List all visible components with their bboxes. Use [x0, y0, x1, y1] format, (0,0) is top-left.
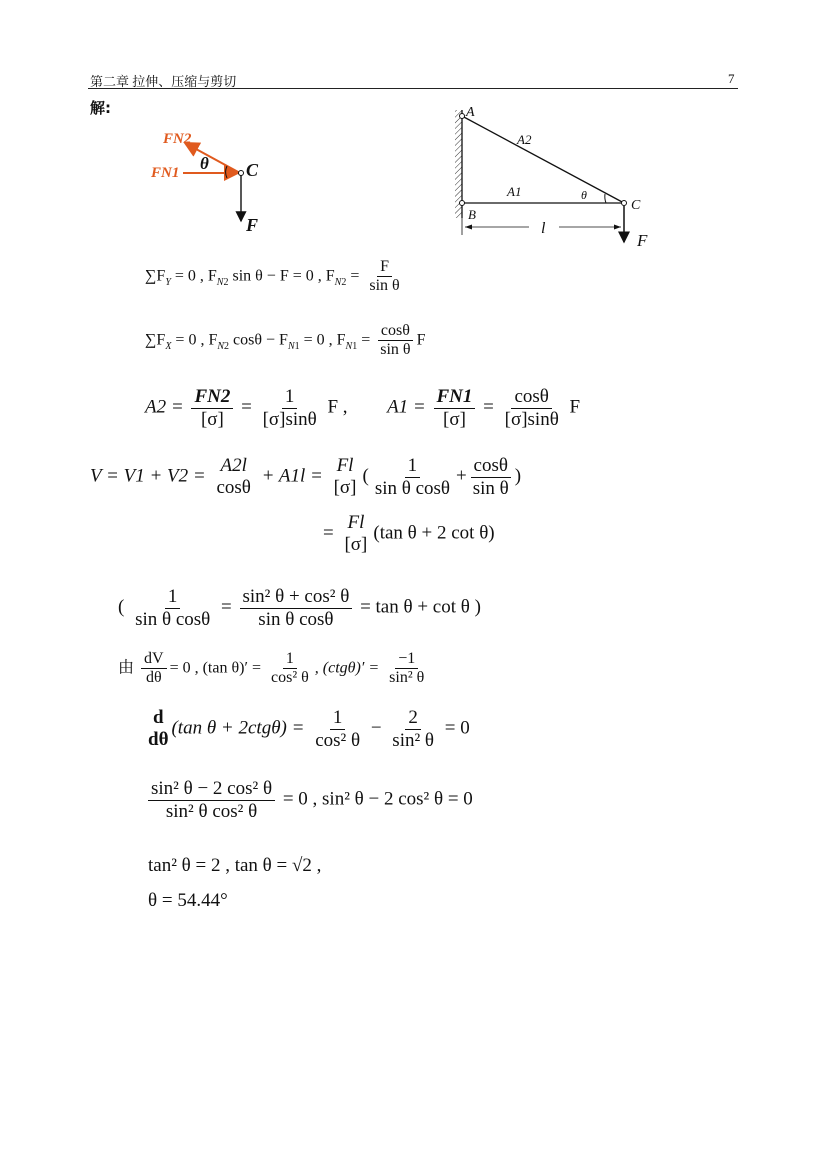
eq3-num2: 1 — [282, 386, 298, 409]
eq4-frac1 — [213, 455, 253, 499]
eq6-frac1 — [132, 586, 213, 631]
equation-3 — [145, 386, 580, 431]
eq7-frac2 — [268, 650, 312, 688]
joint-b — [460, 201, 465, 206]
eq9-frac — [148, 778, 275, 823]
eq5-tail: (tan θ + 2 cot θ) — [373, 522, 495, 544]
eq2-num: cosθ — [378, 322, 413, 341]
eq7-num1: dV — [141, 650, 167, 669]
eq4-num1: A2l — [220, 455, 247, 477]
eq6-den2: sin θ cosθ — [258, 608, 334, 630]
eq3-num4: cosθ — [511, 386, 551, 409]
point-c-label: C — [246, 160, 259, 180]
eq7-num3: −1 — [395, 650, 418, 669]
eq2-part2: cosθ − F — [229, 331, 288, 349]
theta-label: θ — [581, 188, 587, 202]
eq4-den1: cosθ — [216, 477, 251, 499]
eq6-frac2 — [240, 586, 353, 631]
equation-11: θ = 54.44° — [148, 890, 228, 911]
eq8-den2: cos² θ — [315, 729, 361, 751]
force-f-label: F — [246, 215, 259, 235]
eq2-fraction — [377, 322, 413, 360]
bar-a1-label: A1 — [507, 184, 522, 199]
eq5-lead: = — [323, 522, 334, 544]
eq4-num2: Fl — [336, 455, 354, 477]
equation-8 — [145, 707, 470, 752]
eq8-mid: (tan θ + 2ctgθ) = — [171, 717, 305, 739]
equation-9 — [145, 778, 473, 823]
eq7-den2: cos² θ — [271, 669, 309, 687]
dim-arrow-left — [465, 225, 472, 230]
theta-label: θ — [200, 154, 209, 173]
eq4-lead: V = V1 + V2 = — [90, 465, 206, 487]
eq1-part: = 0 , F — [170, 267, 217, 285]
eq7-mid2: , (ctgθ)′ = — [314, 659, 380, 677]
equation-10: tan² θ = 2 , tan θ = √2 , — [148, 855, 322, 876]
eq2-tail: F — [416, 331, 426, 349]
eq4-frac4 — [470, 455, 512, 500]
eq7-frac3 — [386, 650, 427, 688]
chapter-title: 第二章 拉伸、压缩与剪切 — [90, 74, 237, 89]
eq9-tail: = 0 , sin² θ − 2 cos² θ = 0 — [282, 788, 473, 810]
eq8-num1: d — [152, 707, 164, 729]
eq6-eq: = — [221, 596, 232, 618]
eq3-num3: FN1 — [434, 386, 476, 409]
eq7-you: 由 — [118, 659, 135, 677]
eq3-eq: = — [241, 396, 252, 418]
eq3-frac1 — [191, 386, 233, 431]
equation-4 — [90, 455, 521, 500]
eq4-mid: + A1l = — [261, 465, 323, 487]
eq4-den2: [σ] — [333, 477, 357, 499]
eq6-tail: = tan θ + cot θ ) — [360, 596, 481, 618]
fn2-label: FN2 — [163, 131, 192, 147]
eq1-num: F — [377, 258, 392, 277]
bar-a2 — [462, 116, 624, 203]
eq1-den: sin θ — [369, 277, 400, 295]
eq3-f2: F — [569, 396, 581, 418]
eq9-den: sin² θ cos² θ — [165, 800, 258, 822]
eq3-den1: [σ] — [200, 408, 224, 430]
truss-diagram — [455, 100, 655, 250]
fn2-arrow — [185, 143, 240, 173]
eq3-den4: [σ]sinθ — [504, 408, 559, 430]
eq7-num2: 1 — [283, 650, 297, 669]
eq3-frac2 — [260, 386, 320, 431]
header-rule — [88, 88, 738, 89]
free-body-diagram — [145, 118, 285, 238]
page-number: 7 — [728, 71, 735, 86]
eq8-frac2 — [312, 707, 363, 752]
eq9-num: sin² θ − 2 cos² θ — [148, 778, 275, 801]
eq3-a1: A1 = — [387, 396, 426, 418]
bar-a2-label: A2 — [517, 132, 532, 147]
force-f-label: F — [637, 231, 648, 250]
equation-5 — [323, 512, 495, 556]
eq8-frac1 — [148, 707, 168, 751]
eq5-num: Fl — [347, 512, 365, 533]
eq4-num3: 1 — [405, 455, 421, 478]
eq1-part2: sin θ − F = 0 , F — [228, 267, 335, 285]
equation-2: $\sum F_X = 0$ , $F_{N2}$ $\cos\theta - F_{N1} = 0$ , $F_{N1}$ = $\frac{\cos\theta}{\text{sin θ}}$ F — [145, 322, 426, 359]
equation-7 — [118, 650, 430, 688]
eq7-frac1 — [141, 650, 167, 688]
eq3-den3: [σ] — [443, 408, 466, 430]
eq6-open: ( — [118, 596, 125, 618]
solution-label: 解: — [90, 99, 111, 117]
eq3-a2: A2 = — [145, 396, 184, 418]
eq6-num1: 1 — [165, 586, 181, 609]
point-b-label: B — [468, 207, 476, 222]
eq3-num1: FN2 — [191, 386, 233, 409]
joint-c — [239, 171, 244, 176]
eq4-frac3 — [372, 455, 453, 500]
eq1-fraction — [366, 258, 402, 296]
equation-6 — [118, 586, 481, 631]
fn1-label: FN1 — [151, 165, 180, 181]
eq3-den2: [σ]sinθ — [262, 408, 317, 430]
eq4-plus: + — [456, 465, 467, 487]
eq4-frac2 — [331, 455, 360, 499]
eq5-den: [σ] — [344, 534, 368, 555]
eq8-den3: sin² θ — [392, 729, 435, 751]
eq2-eq: = — [357, 331, 371, 349]
joint-c — [622, 201, 627, 206]
eq5-frac — [341, 512, 370, 556]
eq4-num4: cosθ — [471, 455, 511, 478]
eq3-frac3 — [434, 386, 476, 431]
eq7-den3: sin² θ — [389, 669, 425, 687]
equation-1: $\sum F_Y = 0$ , $F_{N2}$ sin θ − F = 0 , $F_{N2}$ = $\frac{F}{\text{sin θ}}$ — [145, 258, 406, 296]
eq4-close: ) — [514, 465, 522, 487]
eq6-num2: sin² θ + cos² θ — [240, 586, 353, 609]
eq4-den3: sin θ cosθ — [374, 477, 451, 499]
eq4-den4: sin θ — [472, 477, 509, 499]
dim-arrow-right — [614, 225, 621, 230]
eq8-minus: − — [370, 717, 382, 739]
point-c-label: C — [631, 198, 641, 213]
eq1-sum: ∑F — [145, 267, 166, 285]
eq1-eq: = — [346, 267, 360, 285]
eq2-part: = 0 , F — [171, 331, 218, 349]
theta-arc — [605, 194, 606, 203]
eq3-eq2: = — [483, 396, 494, 418]
eq2-part3: = 0 , F — [299, 331, 346, 349]
eq3-f: F , — [327, 396, 348, 418]
point-a-label: A — [466, 105, 475, 120]
eq8-den1: dθ — [148, 729, 169, 751]
joint-a — [460, 114, 465, 119]
eq7-den1: dθ — [145, 669, 162, 687]
eq8-num2: 1 — [330, 707, 346, 730]
eq3-frac4 — [502, 386, 562, 431]
eq7-mid: = 0 , (tan θ)′ = — [169, 659, 261, 677]
eq8-tail: = 0 — [444, 717, 470, 739]
eq2-den: sin θ — [380, 341, 411, 359]
eq8-frac3 — [389, 707, 437, 752]
eq6-den1: sin θ cosθ — [135, 608, 211, 630]
length-label: l — [541, 220, 546, 237]
eq8-num3: 2 — [405, 707, 421, 730]
eq2-sum: ∑F — [145, 331, 166, 349]
eq4-paren: ( — [362, 465, 369, 487]
